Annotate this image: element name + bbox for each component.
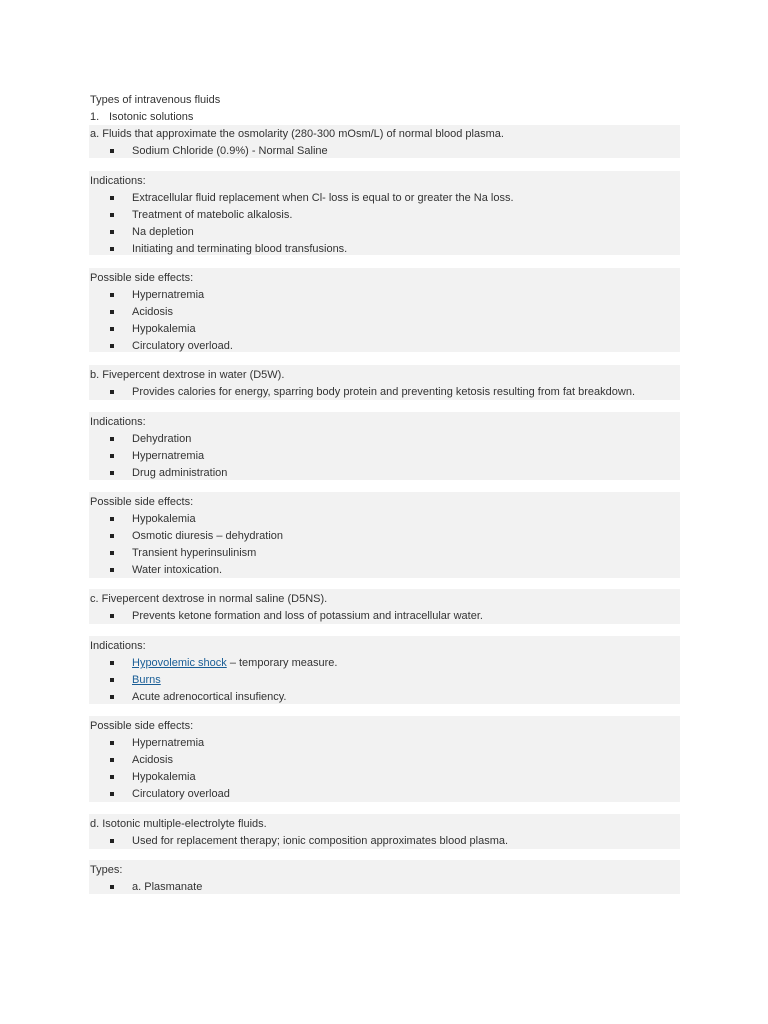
bullet-icon [110, 213, 114, 217]
section-block [89, 125, 680, 158]
bullet-icon [110, 196, 114, 200]
list-item [132, 770, 196, 784]
section-block [89, 412, 680, 480]
list-item-text: Initiating and terminating blood transfusions. [132, 243, 348, 255]
list-item-text: Acidosis [132, 754, 173, 766]
section-block [89, 171, 680, 255]
item-number: 1. [90, 111, 100, 123]
list-item-text: Extracellular fluid replacement when Cl- loss is equal to or greater the Na loss. [132, 192, 514, 204]
section-heading: b. Fivepercent dextrose in water (D5W). [90, 369, 285, 381]
list-item [132, 546, 256, 560]
list-item-text: Prevents ketone formation and loss of potassium and intracellular water. [132, 610, 483, 622]
list-item [132, 512, 196, 526]
section-block [89, 492, 680, 578]
list-item-text: Na depletion [132, 226, 194, 238]
section-block [89, 589, 680, 624]
list-item-text: Provides calories for energy, sparring body protein and preventing ketosis resulting from fat breakdown. [132, 386, 636, 398]
bullet-icon [110, 344, 114, 348]
section-heading: Possible side effects: [90, 272, 194, 284]
list-item [132, 305, 173, 319]
bullet-icon [110, 614, 114, 618]
bullet-icon [110, 792, 114, 796]
list-item [132, 529, 283, 543]
section-block [89, 860, 680, 894]
bullet-icon [110, 471, 114, 475]
list-item [132, 563, 222, 577]
item-text: Isotonic solutions [109, 111, 194, 123]
list-item-text: Acute adrenocortical insufiency. [132, 691, 287, 703]
bullet-icon [110, 517, 114, 521]
bullet-icon [110, 310, 114, 314]
list-item [132, 208, 292, 222]
bullet-icon [110, 678, 114, 682]
list-item [132, 834, 508, 848]
list-item-text: – temporary measure. [226, 657, 338, 669]
bullet-icon [110, 437, 114, 441]
section-heading: Indications: [90, 175, 146, 187]
list-item-text: Circulatory overload [132, 788, 230, 800]
list-item-text: a. Plasmanate [132, 881, 203, 893]
list-item [132, 339, 233, 353]
bullet-icon [110, 695, 114, 699]
list-item [132, 880, 202, 894]
list-item [132, 191, 514, 205]
bullet-icon [110, 775, 114, 779]
section-heading: d. Isotonic multiple-electrolyte fluids. [90, 818, 267, 830]
list-item-text: Hypokalemia [132, 771, 196, 783]
list-item [132, 288, 204, 302]
list-item [132, 787, 230, 801]
list-item-text: Hypokalemia [132, 513, 196, 525]
list-item [132, 385, 635, 399]
list-item-text: Treatment of matebolic alkalosis. [132, 209, 293, 221]
bullet-icon [110, 758, 114, 762]
list-item [132, 225, 194, 239]
list-item [132, 690, 287, 704]
section-block [89, 365, 680, 400]
bullet-icon [110, 293, 114, 297]
list-item-text: Hypokalemia [132, 323, 196, 335]
list-item [132, 466, 227, 480]
list-item [132, 322, 196, 336]
list-item [132, 609, 483, 623]
list-item [132, 432, 191, 446]
list-item [132, 449, 204, 463]
list-item-text: Osmotic diuresis – dehydration [132, 530, 284, 542]
list-item-link[interactable]: Burns [132, 674, 161, 686]
list-item [132, 656, 337, 670]
list-item-text: Hypernatremia [132, 289, 205, 301]
section-block [89, 268, 680, 352]
bullet-icon [110, 839, 114, 843]
list-item-text: Circulatory overload. [132, 340, 233, 352]
document-title: Types of intravenous fluids [90, 94, 221, 106]
list-item-text: Used for replacement therapy; ionic composition approximates blood plasma. [132, 835, 509, 847]
section-block [89, 716, 680, 802]
list-item-link[interactable]: Hypovolemic shock [132, 657, 227, 669]
list-item-text: Sodium Chloride (0.9%) - Normal Saline [132, 145, 328, 157]
bullet-icon [110, 454, 114, 458]
bullet-icon [110, 327, 114, 331]
numbered-item [90, 110, 194, 124]
list-item-text: Transient hyperinsulinism [132, 547, 257, 559]
section-heading: Possible side effects: [90, 496, 194, 508]
list-item [132, 242, 347, 256]
section-heading: Indications: [90, 416, 146, 428]
list-item [132, 144, 328, 158]
bullet-icon [110, 534, 114, 538]
bullet-icon [110, 390, 114, 394]
list-item-text: Acidosis [132, 306, 173, 318]
list-item-text: Hypernatremia [132, 737, 205, 749]
section-heading: Possible side effects: [90, 720, 194, 732]
bullet-icon [110, 741, 114, 745]
bullet-icon [110, 568, 114, 572]
section-block [89, 814, 680, 849]
bullet-icon [110, 661, 114, 665]
bullet-icon [110, 551, 114, 555]
list-item [132, 753, 173, 767]
list-item-text: Water intoxication. [132, 564, 223, 576]
section-heading: a. Fluids that approximate the osmolarity (280-300 mOsm/L) of normal blood plasma. [90, 128, 504, 140]
list-item-text: Drug administration [132, 467, 228, 479]
list-item-text: Dehydration [132, 433, 192, 445]
bullet-icon [110, 885, 114, 889]
section-heading: Indications: [90, 640, 146, 652]
bullet-icon [110, 247, 114, 251]
bullet-icon [110, 230, 114, 234]
list-item [132, 673, 161, 687]
section-block [89, 636, 680, 704]
section-heading: c. Fivepercent dextrose in normal saline (D5NS). [90, 593, 328, 605]
list-item [132, 736, 204, 750]
list-item-text: Hypernatremia [132, 450, 205, 462]
bullet-icon [110, 149, 114, 153]
section-heading: Types: [90, 864, 123, 876]
